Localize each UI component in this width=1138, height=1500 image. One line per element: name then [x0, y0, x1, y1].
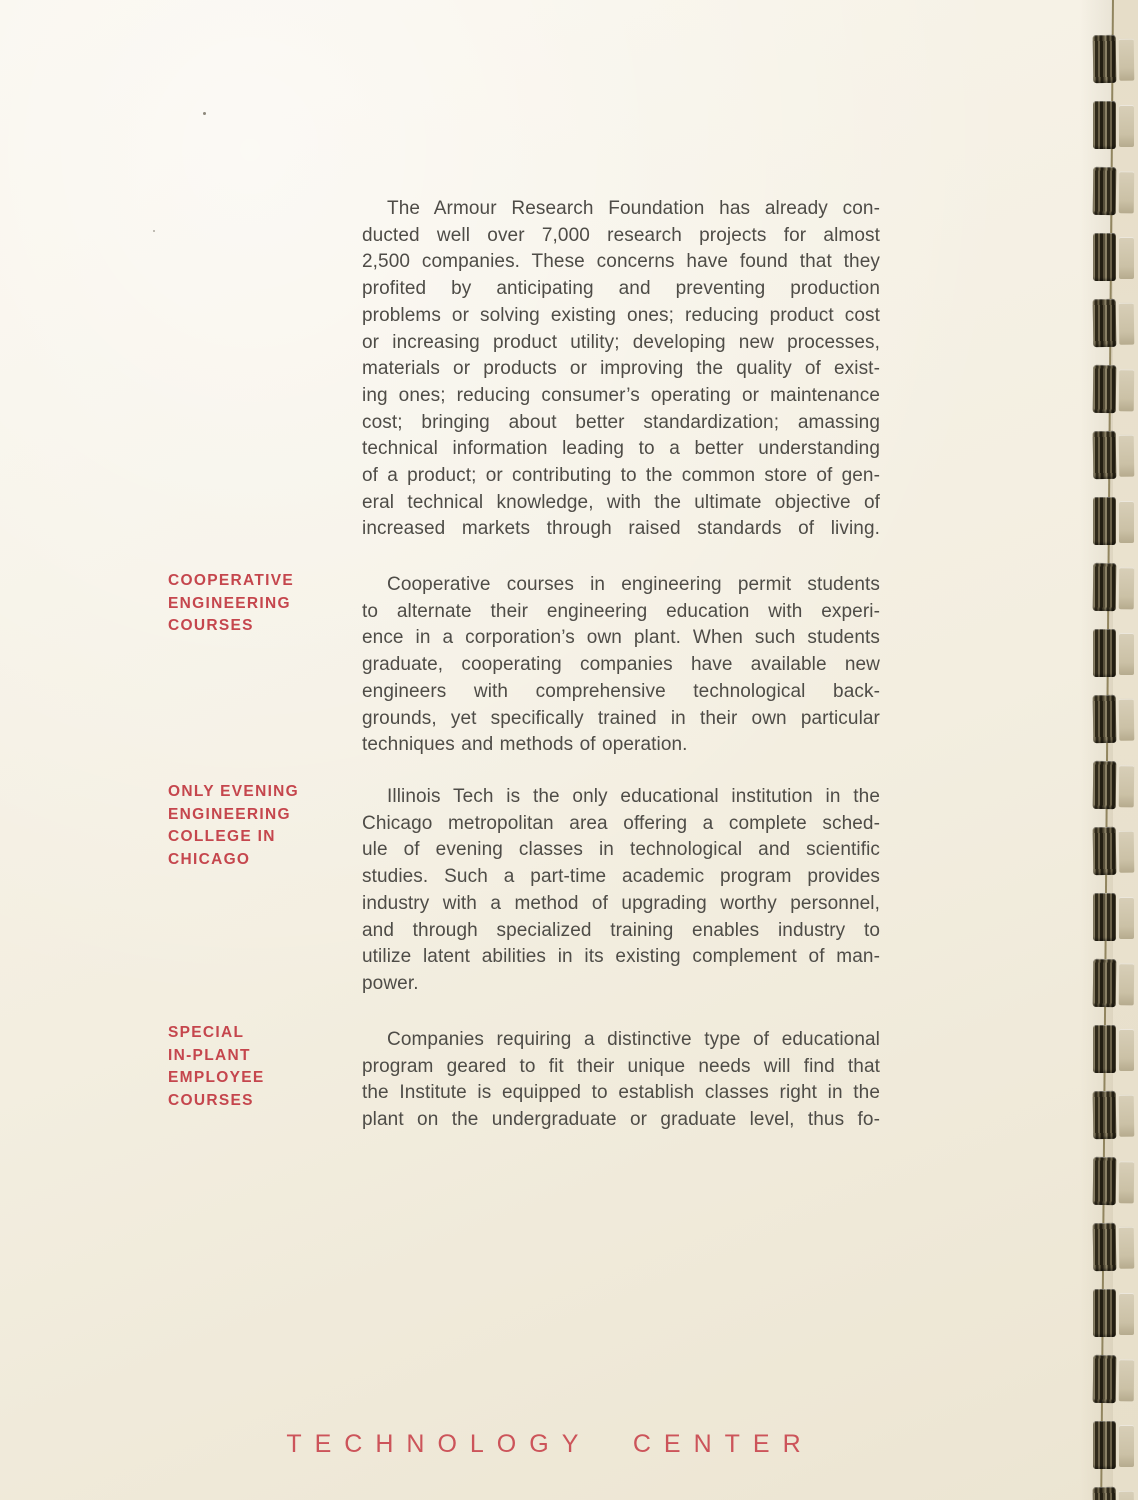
paragraph-line: engineers with comprehensive technological back-	[362, 680, 880, 702]
paragraph-line: cost; bringing about better standardization; amassing	[362, 411, 880, 433]
paragraph-line: to alternate their engineering education with experi-	[362, 600, 880, 622]
paragraph-line: profited by anticipating and preventing production	[362, 278, 880, 300]
paragraph-line: of a product; or contributing to the common store of gen-	[362, 465, 880, 487]
paragraph-line: the Institute is equipped to establish classes right in the	[362, 1082, 880, 1104]
paragraph-line: grounds, yet specifically trained in their own particular	[362, 707, 880, 729]
binding-clip	[1093, 365, 1117, 413]
paragraph-line: utilize latent abilities in its existing complement of man-	[362, 946, 880, 968]
paragraph-line: plant on the undergraduate or graduate level, thus fo-	[362, 1109, 880, 1131]
binding-clip	[1093, 1157, 1117, 1205]
paragraph-line: technical information leading to a better understanding	[362, 438, 880, 460]
paragraph-line: Companies requiring a distinctive type of educational	[387, 1029, 880, 1050]
binding-clip	[1093, 167, 1117, 215]
section-heading-cooperative-engineering-courses	[168, 570, 353, 638]
heading-line: EMPLOYEE	[168, 1069, 265, 1086]
heading-line: COURSES	[168, 1091, 254, 1109]
paragraph-line: Illinois Tech is the only educational institution in the	[387, 786, 880, 807]
paper-speck	[203, 112, 206, 115]
binding-clip	[1093, 101, 1116, 149]
paragraph-line: techniques and methods of operation.	[362, 734, 688, 756]
footer-title: TECHNOLOGY CENTER	[286, 1430, 814, 1458]
paragraph-line: graduate, cooperating companies have available new	[362, 654, 880, 676]
binding-clip	[1093, 1487, 1117, 1500]
paragraph-line: materials or products or improving the quality of exist-	[362, 358, 880, 380]
paragraph-line: and through specialized training enables industry to	[362, 919, 880, 941]
binding-clip	[1093, 431, 1117, 479]
binding-clip	[1093, 1223, 1117, 1271]
paper-speck	[153, 230, 155, 232]
binding-clip	[1093, 761, 1117, 809]
binding-clip	[1093, 827, 1117, 875]
paragraph-line: ence in a corporation’s own plant. When such students	[362, 627, 880, 649]
binding-clip	[1093, 1289, 1116, 1337]
heading-line: COOPERATIVE	[168, 572, 294, 589]
paragraph-line: Chicago metropolitan area offering a complete sched-	[362, 812, 880, 834]
binding-clip	[1093, 629, 1116, 677]
binding-clip	[1093, 1421, 1116, 1469]
paragraph-line: increased markets through raised standards of living.	[362, 518, 880, 540]
binding-clip	[1093, 1091, 1117, 1139]
section-body-only-evening-engineering-college	[362, 784, 880, 998]
heading-line: COURSES	[168, 617, 254, 634]
heading-line: ENGINEERING	[168, 594, 291, 612]
paragraph-line: power.	[362, 972, 419, 994]
binding-clip	[1093, 233, 1116, 281]
section-body-cooperative-engineering-courses	[362, 572, 880, 759]
heading-line: IN-PLANT	[168, 1046, 251, 1064]
section-heading-only-evening-engineering-college	[168, 781, 353, 871]
heading-line: SPECIAL	[168, 1024, 245, 1041]
paragraph-line: studies. Such a part-time academic program provides	[362, 866, 880, 888]
paragraph-line: 2,500 companies. These concerns have found that they	[362, 251, 880, 273]
binding-clip	[1093, 959, 1117, 1007]
binding-strip	[1093, 0, 1138, 1500]
paragraph-line: The Armour Research Foundation has already con-	[387, 198, 880, 219]
binding-clip	[1093, 1025, 1116, 1073]
binding-clip	[1093, 299, 1117, 347]
section-body-special-in-plant-employee-courses	[362, 1027, 880, 1134]
paragraph-line: eral technical knowledge, with the ultimate objective of	[362, 491, 880, 513]
binding-clip	[1093, 695, 1117, 743]
paragraph-line: program geared to fit their unique needs will find that	[362, 1055, 880, 1077]
intro-paragraph	[362, 196, 880, 543]
heading-line: ENGINEERING	[168, 805, 291, 823]
paragraph-line: ule of evening classes in technological and scientific	[362, 839, 880, 861]
heading-line: ONLY EVENING	[168, 783, 300, 800]
section-heading-special-in-plant-employee-courses	[168, 1022, 353, 1112]
binding-clip	[1093, 35, 1117, 83]
heading-line: COLLEGE IN	[168, 828, 276, 845]
paragraph-line: ducted well over 7,000 research projects for almost	[362, 224, 880, 246]
binding-clip	[1093, 893, 1116, 941]
paragraph-line: industry with a method of upgrading worthy personnel,	[362, 892, 880, 914]
paragraph-line: Cooperative courses in engineering permit students	[387, 574, 880, 595]
paragraph-line: or increasing product utility; developing new processes,	[362, 331, 880, 353]
binding-clip	[1093, 497, 1116, 545]
binding-clip	[1093, 1355, 1117, 1403]
paragraph-line: ing ones; reducing consumer’s operating or maintenance	[362, 384, 880, 406]
heading-line: CHICAGO	[168, 850, 251, 868]
binding-clip	[1093, 563, 1117, 611]
paragraph-line: problems or solving existing ones; reducing product cost	[362, 304, 880, 326]
